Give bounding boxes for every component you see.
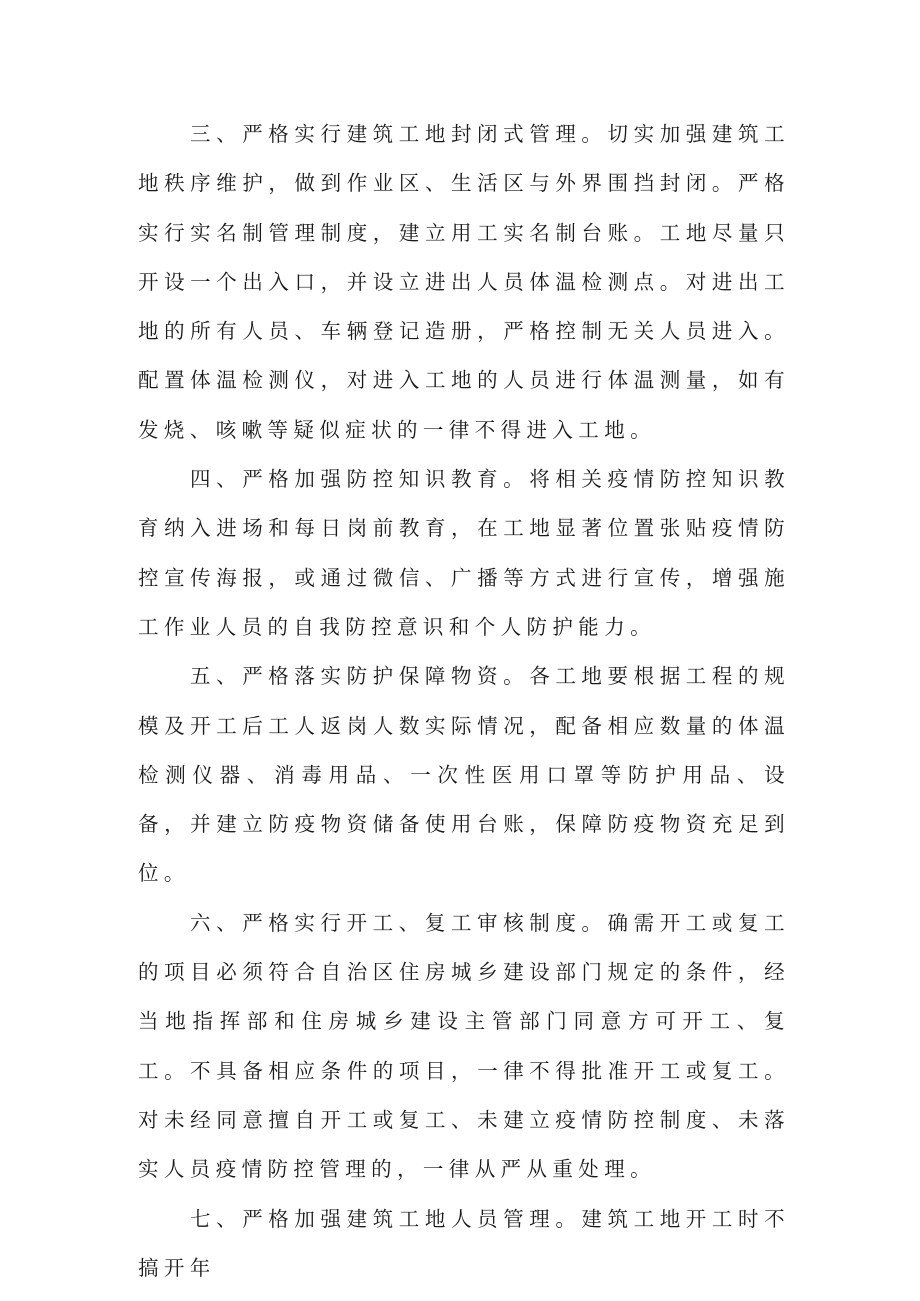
paragraph-section-7: 七、严格加强建筑工地人员管理。建筑工地开工时不搞开年 (138, 1206, 790, 1280)
document-body (138, 110, 790, 1293)
paragraph-section-4: 四、严格加强防控知识教育。将相关疫情防控知识教育纳入进场和每日岗前教育，在工地显著位置张贴疫情防控宣传海报，或通过微信、广播等方式进行宣传，增强施工作业人员的自我防控意识和个人防护能力。 (138, 467, 790, 639)
paragraph-section-5: 五、严格落实防护保障物资。各工地要根据工程的规模及开工后工人返岗人数实际情况，配备相应数量的体温检测仪器、消毒用品、一次性医用口罩等防护用品、设备，并建立防疫物资储备使用台账，保障防疫物资充足到位。 (138, 664, 790, 886)
paragraph-section-6: 六、严格实行开工、复工审核制度。确需开工或复工的项目必须符合自治区住房城乡建设部门规定的条件，经当地指挥部和住房城乡建设主管部门同意方可开工、复工。不具备相应条件的项目，一律不得批准开工或复工。对未经同意擅自开工或复工、未建立疫情防控制度、未落实人员疫情防控管理的，一律从严从重处理。 (138, 910, 790, 1182)
paragraph-section-3: 三、严格实行建筑工地封闭式管理。切实加强建筑工地秩序维护，做到作业区、生活区与外界围挡封闭。严格实行实名制管理制度，建立用工实名制台账。工地尽量只开设一个出入口，并设立进出人员体温检测点。对进出工地的所有人员、车辆登记造册，严格控制无关人员进入。配置体温检测仪，对进入工地的人员进行体温测量，如有发烧、咳嗽等疑似症状的一律不得进入工地。 (138, 122, 790, 442)
